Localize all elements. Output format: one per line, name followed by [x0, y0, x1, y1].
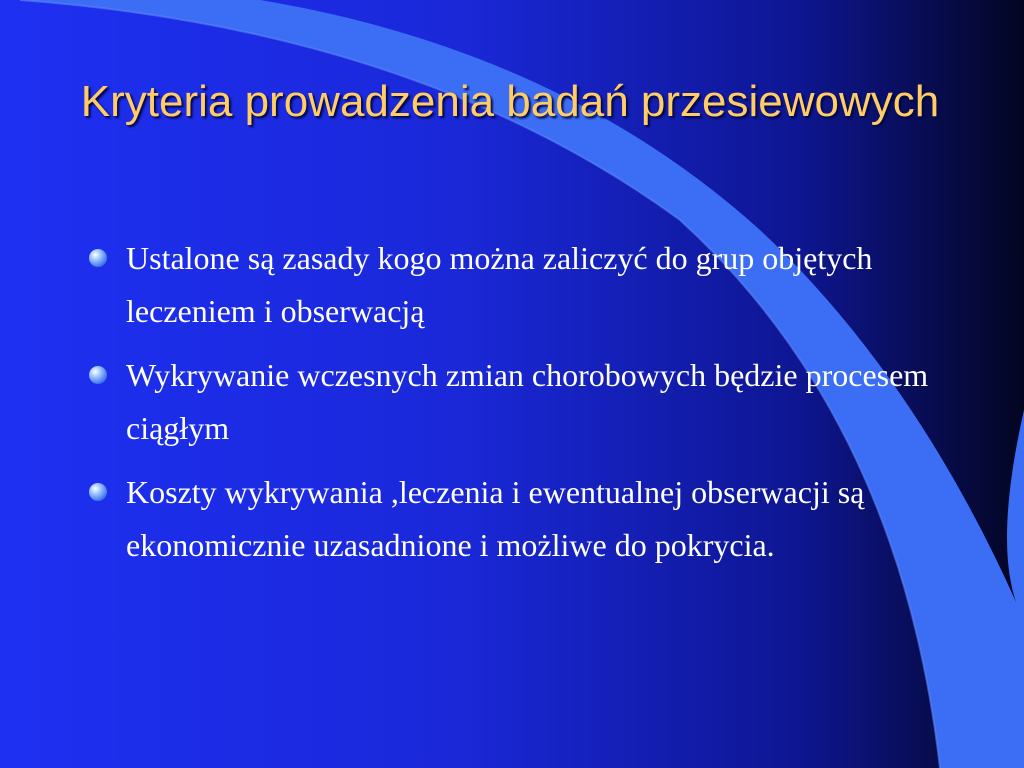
- bullet-text: Ustalone są zasady kogo można zaliczyć do grup objętych leczeniem i obserwacją: [126, 240, 873, 329]
- list-item: [88, 466, 938, 572]
- slide-title: Kryteria prowadzenia badań przesiewowych: [80, 77, 940, 126]
- bullet-text: Wykrywanie wczesnych zmian chorobowych będzie procesem ciągłym: [126, 357, 929, 446]
- bullet-text: Koszty wykrywania ,leczenia i ewentualnej obserwacji są ekonomicznie uzasadnione i możliwe do pokrycia.: [126, 474, 865, 563]
- bullet-dot-icon: [89, 249, 107, 267]
- bullet-dot-icon: [89, 366, 107, 384]
- bullet-list: [88, 232, 938, 583]
- list-item: [88, 349, 938, 455]
- list-item: [88, 232, 938, 338]
- bullet-dot-icon: [89, 483, 107, 501]
